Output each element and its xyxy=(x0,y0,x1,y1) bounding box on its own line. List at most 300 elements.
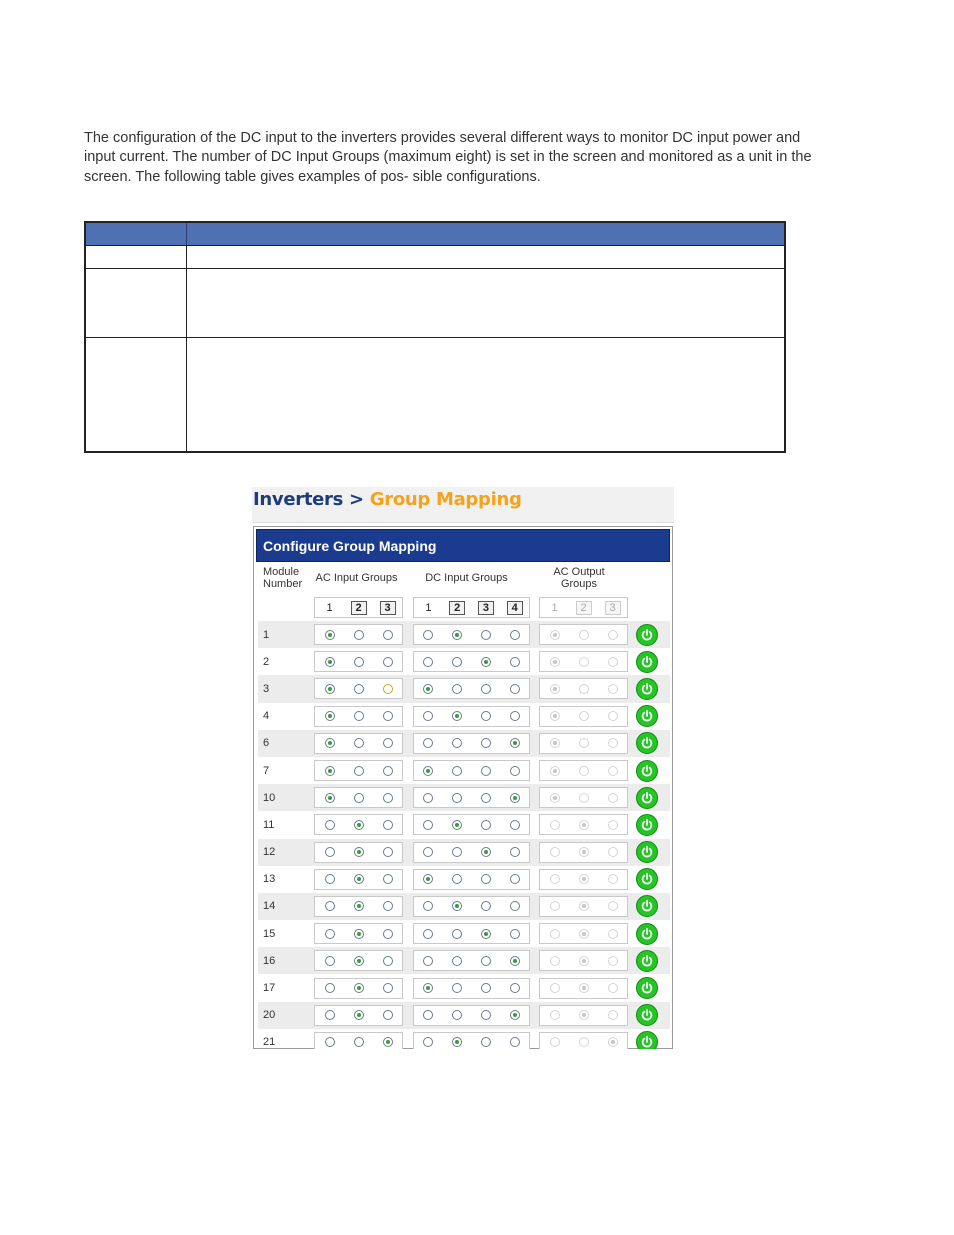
ac-input-group-radio-1[interactable] xyxy=(325,711,335,721)
module-number: 15 xyxy=(263,927,276,940)
dc-input-group-radio-2[interactable] xyxy=(452,657,462,667)
ac-output-group xyxy=(539,814,628,835)
dc-input-group-radio-4[interactable] xyxy=(510,766,520,776)
ac-input-group-radio-2[interactable] xyxy=(354,711,364,721)
power-button[interactable] xyxy=(636,787,658,809)
ac-output-group-radio-2 xyxy=(579,738,589,748)
dc-input-group-radio-3[interactable] xyxy=(481,793,491,803)
power-button[interactable] xyxy=(636,923,658,945)
ac-input-group xyxy=(314,624,403,645)
dc-group-number-4[interactable]: 4 xyxy=(507,601,523,615)
ac-output-group-radio-1 xyxy=(550,983,560,993)
power-button[interactable] xyxy=(636,678,658,700)
module-number: 20 xyxy=(263,1009,276,1022)
dc-input-group-radio-3[interactable] xyxy=(481,929,491,939)
dc-input-group-radio-3[interactable] xyxy=(481,874,491,884)
dc-input-group-radio-1[interactable] xyxy=(423,847,433,857)
dc-input-group-radio-2[interactable] xyxy=(452,684,462,694)
dc-input-group-radio-2[interactable] xyxy=(452,766,462,776)
ac-output-group xyxy=(539,923,628,944)
module-number: 4 xyxy=(263,710,270,723)
dc-input-group-radio-3[interactable] xyxy=(481,657,491,667)
dc-input-group-radio-4[interactable] xyxy=(510,847,520,857)
dc-input-group-radio-4[interactable] xyxy=(510,983,520,993)
ac-output-group-radio-2 xyxy=(579,711,589,721)
dc-input-group-radio-3[interactable] xyxy=(481,766,491,776)
dc-input-group xyxy=(413,842,530,863)
ac-input-group xyxy=(314,787,403,808)
dc-input-group-radio-1[interactable] xyxy=(423,711,433,721)
config-cell xyxy=(86,338,187,451)
ac-output-group-radio-1 xyxy=(550,684,560,694)
ac-output-group xyxy=(539,978,628,999)
dc-input-group-radio-2[interactable] xyxy=(452,711,462,721)
dc-input-group-radio-3[interactable] xyxy=(481,820,491,830)
config-cell xyxy=(187,338,784,451)
power-button[interactable] xyxy=(636,760,658,782)
ac-output-group-radio-2 xyxy=(579,630,589,640)
power-icon xyxy=(640,736,654,750)
ac-output-group-radio-1 xyxy=(550,847,560,857)
power-cell xyxy=(632,678,662,700)
ac-input-group-radio-1[interactable] xyxy=(325,738,335,748)
dc-input-group-radio-4[interactable] xyxy=(510,901,520,911)
ac-output-group-number-3[interactable]: 3 xyxy=(605,601,621,615)
dc-input-group xyxy=(413,814,530,835)
module-number: 17 xyxy=(263,982,276,995)
ac-output-group-radio-1 xyxy=(550,901,560,911)
dc-input-group-radio-3[interactable] xyxy=(481,983,491,993)
dc-input-group-radio-1[interactable] xyxy=(423,874,433,884)
ac-output-group-radio-2 xyxy=(579,820,589,830)
config-cell xyxy=(86,269,187,337)
ac-output-group-radio-1 xyxy=(550,874,560,884)
ac-output-group xyxy=(539,678,628,699)
dc-input-group-radio-4[interactable] xyxy=(510,684,520,694)
ac-output-group-radio-1 xyxy=(550,738,560,748)
dc-input-group-radio-2[interactable] xyxy=(452,847,462,857)
power-icon xyxy=(640,682,654,696)
dc-input-groups-header: DC Input Groups xyxy=(425,572,508,584)
ac-input-group-radio-1[interactable] xyxy=(325,657,335,667)
dc-input-group-radio-3[interactable] xyxy=(481,738,491,748)
ac-input-group-radio-1[interactable] xyxy=(325,874,335,884)
dc-input-group-radio-1[interactable] xyxy=(423,1010,433,1020)
dc-input-group-radio-4[interactable] xyxy=(510,657,520,667)
dc-input-group xyxy=(413,733,530,754)
config-header-cell xyxy=(187,223,784,245)
config-cell xyxy=(187,269,784,337)
ac-input-group-radio-1[interactable] xyxy=(325,630,335,640)
ac-input-group-radio-2[interactable] xyxy=(354,956,364,966)
ac-input-group-radio-3[interactable] xyxy=(383,901,393,911)
table-row xyxy=(258,784,670,811)
group-mapping-grid xyxy=(258,564,670,1049)
ac-group-number-1[interactable]: 1 xyxy=(326,601,333,614)
ac-output-group-radio-1 xyxy=(550,630,560,640)
ac-input-group-radio-2[interactable] xyxy=(354,630,364,640)
ac-input-group-radio-3[interactable] xyxy=(383,630,393,640)
ac-output-group-radio-2 xyxy=(579,847,589,857)
ac-group-number-2[interactable]: 2 xyxy=(351,601,367,615)
dc-input-group-radio-2[interactable] xyxy=(452,983,462,993)
ac-output-group-radio-3 xyxy=(608,657,618,667)
dc-input-group-radio-1[interactable] xyxy=(423,983,433,993)
dc-input-group-radio-4[interactable] xyxy=(510,929,520,939)
power-icon xyxy=(640,899,654,913)
module-number: 6 xyxy=(263,737,270,750)
ac-input-group-radio-3[interactable] xyxy=(383,684,393,694)
dc-input-group-radio-4[interactable] xyxy=(510,711,520,721)
ac-input-group-radio-3[interactable] xyxy=(383,1010,393,1020)
module-number: 10 xyxy=(263,791,276,804)
ac-input-group-radio-2[interactable] xyxy=(354,657,364,667)
table-row xyxy=(258,621,670,648)
power-icon xyxy=(640,954,654,968)
group-number-row xyxy=(258,597,670,621)
dc-input-group-radio-1[interactable] xyxy=(423,901,433,911)
power-icon xyxy=(640,628,654,642)
power-cell xyxy=(632,705,662,727)
module-number: 16 xyxy=(263,954,276,967)
dc-input-group-radio-1[interactable] xyxy=(423,657,433,667)
ac-group-number-3[interactable]: 3 xyxy=(380,601,396,615)
ac-output-group-radio-1 xyxy=(550,820,560,830)
table-row xyxy=(258,675,670,702)
dc-input-group xyxy=(413,869,530,890)
dc-input-group-radio-3[interactable] xyxy=(481,956,491,966)
ac-output-group xyxy=(539,869,628,890)
dc-input-group-radio-1[interactable] xyxy=(423,956,433,966)
dc-input-group-radio-4[interactable] xyxy=(510,793,520,803)
ac-input-group-radio-3[interactable] xyxy=(383,793,393,803)
ac-output-group-radio-3 xyxy=(608,684,618,694)
configuration-table-row xyxy=(86,245,784,268)
dc-input-group-radio-2[interactable] xyxy=(452,630,462,640)
ac-output-group-radio-2 xyxy=(579,1010,589,1020)
ac-input-group-radio-2[interactable] xyxy=(354,793,364,803)
dc-input-group-radio-1[interactable] xyxy=(423,766,433,776)
power-icon xyxy=(640,845,654,859)
dc-input-group xyxy=(413,1005,530,1026)
table-row xyxy=(258,730,670,757)
ac-output-group-radio-2 xyxy=(579,901,589,911)
module-number: 2 xyxy=(263,655,270,668)
power-button[interactable] xyxy=(636,651,658,673)
power-button[interactable] xyxy=(636,950,658,972)
power-button[interactable] xyxy=(636,841,658,863)
dc-input-group-radio-2[interactable] xyxy=(452,901,462,911)
dc-input-group-radio-2[interactable] xyxy=(452,820,462,830)
ac-output-group-radio-2 xyxy=(579,766,589,776)
ac-input-group-radio-3[interactable] xyxy=(383,766,393,776)
ac-output-group-radio-1 xyxy=(550,793,560,803)
module-number: 7 xyxy=(263,764,270,777)
ac-input-group xyxy=(314,950,403,971)
config-header-cell xyxy=(86,223,187,245)
dc-input-group-radio-2[interactable] xyxy=(452,929,462,939)
dc-input-group-radio-3[interactable] xyxy=(481,901,491,911)
power-button[interactable] xyxy=(636,624,658,646)
table-row xyxy=(258,1029,670,1049)
ac-output-group-radio-3 xyxy=(608,820,618,830)
ac-input-group xyxy=(314,814,403,835)
ac-input-group-radio-2[interactable] xyxy=(354,1037,364,1047)
ac-output-group-radio-2 xyxy=(579,929,589,939)
ac-output-group-radio-2 xyxy=(579,983,589,993)
power-cell xyxy=(632,732,662,754)
dc-group-number-3[interactable]: 3 xyxy=(478,601,494,615)
dc-input-group-radio-2[interactable] xyxy=(452,874,462,884)
dc-input-group-radio-2[interactable] xyxy=(452,1010,462,1020)
ac-input-group-radio-2[interactable] xyxy=(354,738,364,748)
ac-output-group-radio-1 xyxy=(550,657,560,667)
dc-input-group-radio-4[interactable] xyxy=(510,820,520,830)
breadcrumb-current: Group Mapping xyxy=(369,489,522,510)
ac-output-group-radio-1 xyxy=(550,766,560,776)
ac-group-numbers xyxy=(314,597,403,618)
ac-input-group-radio-3[interactable] xyxy=(383,874,393,884)
ac-input-group-radio-1[interactable] xyxy=(325,956,335,966)
power-button[interactable] xyxy=(636,814,658,836)
power-cell xyxy=(632,651,662,673)
ac-input-group-radio-3[interactable] xyxy=(383,711,393,721)
dc-input-group-radio-3[interactable] xyxy=(481,684,491,694)
table-row xyxy=(258,866,670,893)
module-number: 14 xyxy=(263,900,276,913)
power-icon xyxy=(640,981,654,995)
dc-input-group-radio-1[interactable] xyxy=(423,820,433,830)
ac-output-group-radio-3 xyxy=(608,983,618,993)
ac-input-group-radio-3[interactable] xyxy=(383,847,393,857)
ac-input-group xyxy=(314,896,403,917)
power-button[interactable] xyxy=(636,1031,658,1049)
spacer xyxy=(258,597,310,621)
ac-output-group-radio-1 xyxy=(550,1010,560,1020)
ac-output-group-radio-2 xyxy=(579,684,589,694)
ac-output-group-radio-3 xyxy=(608,847,618,857)
ac-output-group-radio-1 xyxy=(550,929,560,939)
ac-input-group-radio-2[interactable] xyxy=(354,874,364,884)
dc-input-group xyxy=(413,950,530,971)
dc-input-group-radio-3[interactable] xyxy=(481,711,491,721)
ac-input-group xyxy=(314,978,403,999)
ac-output-group xyxy=(539,787,628,808)
group-mapping-screenshot xyxy=(252,487,674,1049)
module-number: 3 xyxy=(263,682,270,695)
dc-input-group-radio-4[interactable] xyxy=(510,630,520,640)
module-number: 13 xyxy=(263,873,276,886)
ac-input-group-radio-3[interactable] xyxy=(383,983,393,993)
power-button[interactable] xyxy=(636,977,658,999)
ac-output-group-number-2[interactable]: 2 xyxy=(576,601,592,615)
power-icon xyxy=(640,1035,654,1049)
ac-output-group-radio-1 xyxy=(550,711,560,721)
dc-input-group-radio-2[interactable] xyxy=(452,956,462,966)
ac-input-group-radio-2[interactable] xyxy=(354,929,364,939)
intro-paragraph: The configuration of the DC input to the inverters provides several different ways to monitor DC input power and input current. The number of DC Input Groups (maximum eight) is set in the screen and monitored as a unit in the screen. The following table gives examples of pos- sible configurations. xyxy=(84,130,812,185)
dc-input-group xyxy=(413,896,530,917)
ac-output-group-radio-3 xyxy=(608,901,618,911)
dc-group-numbers xyxy=(413,597,530,618)
ac-input-group-radio-1[interactable] xyxy=(325,983,335,993)
ac-input-group xyxy=(314,1032,403,1049)
dc-input-group-radio-1[interactable] xyxy=(423,1037,433,1047)
dc-input-group xyxy=(413,760,530,781)
dc-input-group-radio-4[interactable] xyxy=(510,1037,520,1047)
dc-group-number-1[interactable]: 1 xyxy=(425,601,432,614)
dc-input-group-radio-2[interactable] xyxy=(452,1037,462,1047)
ac-output-group-radio-2 xyxy=(579,793,589,803)
table-row xyxy=(258,920,670,947)
ac-input-group-radio-2[interactable] xyxy=(354,766,364,776)
dc-input-group-radio-1[interactable] xyxy=(423,738,433,748)
ac-output-group xyxy=(539,651,628,672)
power-cell xyxy=(632,787,662,809)
config-cell xyxy=(187,246,784,268)
module-number: 21 xyxy=(263,1036,276,1049)
ac-input-group-radio-1[interactable] xyxy=(325,766,335,776)
ac-input-group-radio-1[interactable] xyxy=(325,1037,335,1047)
dc-input-group-radio-1[interactable] xyxy=(423,793,433,803)
power-icon xyxy=(640,818,654,832)
ac-input-group-radio-3[interactable] xyxy=(383,929,393,939)
ac-input-group xyxy=(314,1005,403,1026)
table-row xyxy=(258,1002,670,1029)
breadcrumb xyxy=(252,487,674,523)
table-row xyxy=(258,648,670,675)
ac-output-group xyxy=(539,842,628,863)
ac-input-group-radio-1[interactable] xyxy=(325,820,335,830)
table-row xyxy=(258,703,670,730)
dc-input-group-radio-1[interactable] xyxy=(423,684,433,694)
table-row xyxy=(258,839,670,866)
dc-input-group-radio-4[interactable] xyxy=(510,738,520,748)
ac-output-group-numbers xyxy=(539,597,628,618)
ac-input-group-radio-1[interactable] xyxy=(325,929,335,939)
ac-input-group xyxy=(314,760,403,781)
power-cell xyxy=(632,841,662,863)
ac-input-group-radio-2[interactable] xyxy=(354,847,364,857)
module-number: 1 xyxy=(263,628,270,641)
ac-input-group-radio-1[interactable] xyxy=(325,684,335,694)
power-button[interactable] xyxy=(636,868,658,890)
ac-input-group-radio-1[interactable] xyxy=(325,793,335,803)
dc-input-group-radio-3[interactable] xyxy=(481,1037,491,1047)
ac-input-group-radio-2[interactable] xyxy=(354,983,364,993)
configure-panel xyxy=(253,526,673,1049)
dc-input-group-radio-4[interactable] xyxy=(510,874,520,884)
module-number: 11 xyxy=(263,818,275,831)
table-row xyxy=(258,757,670,784)
ac-output-groups-header: AC Output Groups xyxy=(553,566,605,590)
ac-input-group-radio-2[interactable] xyxy=(354,684,364,694)
ac-output-group-radio-3 xyxy=(608,766,618,776)
panel-title: Configure Group Mapping xyxy=(256,529,670,562)
ac-output-group xyxy=(539,706,628,727)
power-cell xyxy=(632,950,662,972)
power-cell xyxy=(632,977,662,999)
ac-input-group-radio-3[interactable] xyxy=(383,1037,393,1047)
ac-output-group-radio-3 xyxy=(608,793,618,803)
ac-input-group-radio-3[interactable] xyxy=(383,657,393,667)
ac-input-group-radio-1[interactable] xyxy=(325,1010,335,1020)
ac-input-group-radio-1[interactable] xyxy=(325,901,335,911)
configuration-table-row xyxy=(86,337,784,451)
power-button[interactable] xyxy=(636,705,658,727)
ac-input-group-radio-2[interactable] xyxy=(354,820,364,830)
power-icon xyxy=(640,764,654,778)
ac-output-group-radio-3 xyxy=(608,1037,618,1047)
power-icon xyxy=(640,872,654,886)
ac-output-group-radio-2 xyxy=(579,1037,589,1047)
power-cell xyxy=(632,923,662,945)
dc-input-group-radio-3[interactable] xyxy=(481,630,491,640)
ac-input-group-radio-2[interactable] xyxy=(354,1010,364,1020)
ac-output-group-radio-3 xyxy=(608,874,618,884)
ac-input-group-radio-3[interactable] xyxy=(383,956,393,966)
ac-input-group xyxy=(314,869,403,890)
power-cell xyxy=(632,1031,662,1049)
dc-input-group xyxy=(413,624,530,645)
dc-group-number-2[interactable]: 2 xyxy=(449,601,465,615)
ac-output-group-number-1[interactable]: 1 xyxy=(551,601,558,614)
ac-input-group xyxy=(314,651,403,672)
power-icon xyxy=(640,655,654,669)
ac-output-group-radio-3 xyxy=(608,956,618,966)
ac-input-group-radio-1[interactable] xyxy=(325,847,335,857)
ac-output-group xyxy=(539,896,628,917)
ac-output-group xyxy=(539,1005,628,1026)
ac-output-group xyxy=(539,733,628,754)
power-cell xyxy=(632,760,662,782)
ac-input-group-radio-3[interactable] xyxy=(383,820,393,830)
dc-input-group-radio-4[interactable] xyxy=(510,1010,520,1020)
ac-output-group-radio-3 xyxy=(608,929,618,939)
configuration-table xyxy=(84,221,786,453)
ac-output-group-radio-2 xyxy=(579,657,589,667)
ac-output-group-radio-3 xyxy=(608,630,618,640)
power-icon xyxy=(640,927,654,941)
power-cell xyxy=(632,868,662,890)
ac-output-group xyxy=(539,950,628,971)
dc-input-group xyxy=(413,923,530,944)
ac-input-group-radio-2[interactable] xyxy=(354,901,364,911)
dc-input-group-radio-1[interactable] xyxy=(423,630,433,640)
ac-input-group xyxy=(314,733,403,754)
dc-input-group xyxy=(413,1032,530,1049)
dc-input-group-radio-2[interactable] xyxy=(452,793,462,803)
configuration-table-header xyxy=(86,223,784,245)
dc-input-group-radio-4[interactable] xyxy=(510,956,520,966)
table-row xyxy=(258,947,670,974)
dc-input-group-radio-3[interactable] xyxy=(481,847,491,857)
dc-input-group-radio-3[interactable] xyxy=(481,1010,491,1020)
dc-input-group xyxy=(413,678,530,699)
dc-input-group xyxy=(413,651,530,672)
power-button[interactable] xyxy=(636,895,658,917)
module-number-header: Module Number xyxy=(263,566,303,590)
dc-input-group-radio-2[interactable] xyxy=(452,738,462,748)
dc-input-group xyxy=(413,787,530,808)
ac-output-group-radio-2 xyxy=(579,956,589,966)
breadcrumb-parent[interactable]: Inverters xyxy=(253,489,344,510)
dc-input-group-radio-1[interactable] xyxy=(423,929,433,939)
power-button[interactable] xyxy=(636,1004,658,1026)
power-button[interactable] xyxy=(636,732,658,754)
ac-input-group-radio-3[interactable] xyxy=(383,738,393,748)
breadcrumb-separator: > xyxy=(349,489,364,510)
